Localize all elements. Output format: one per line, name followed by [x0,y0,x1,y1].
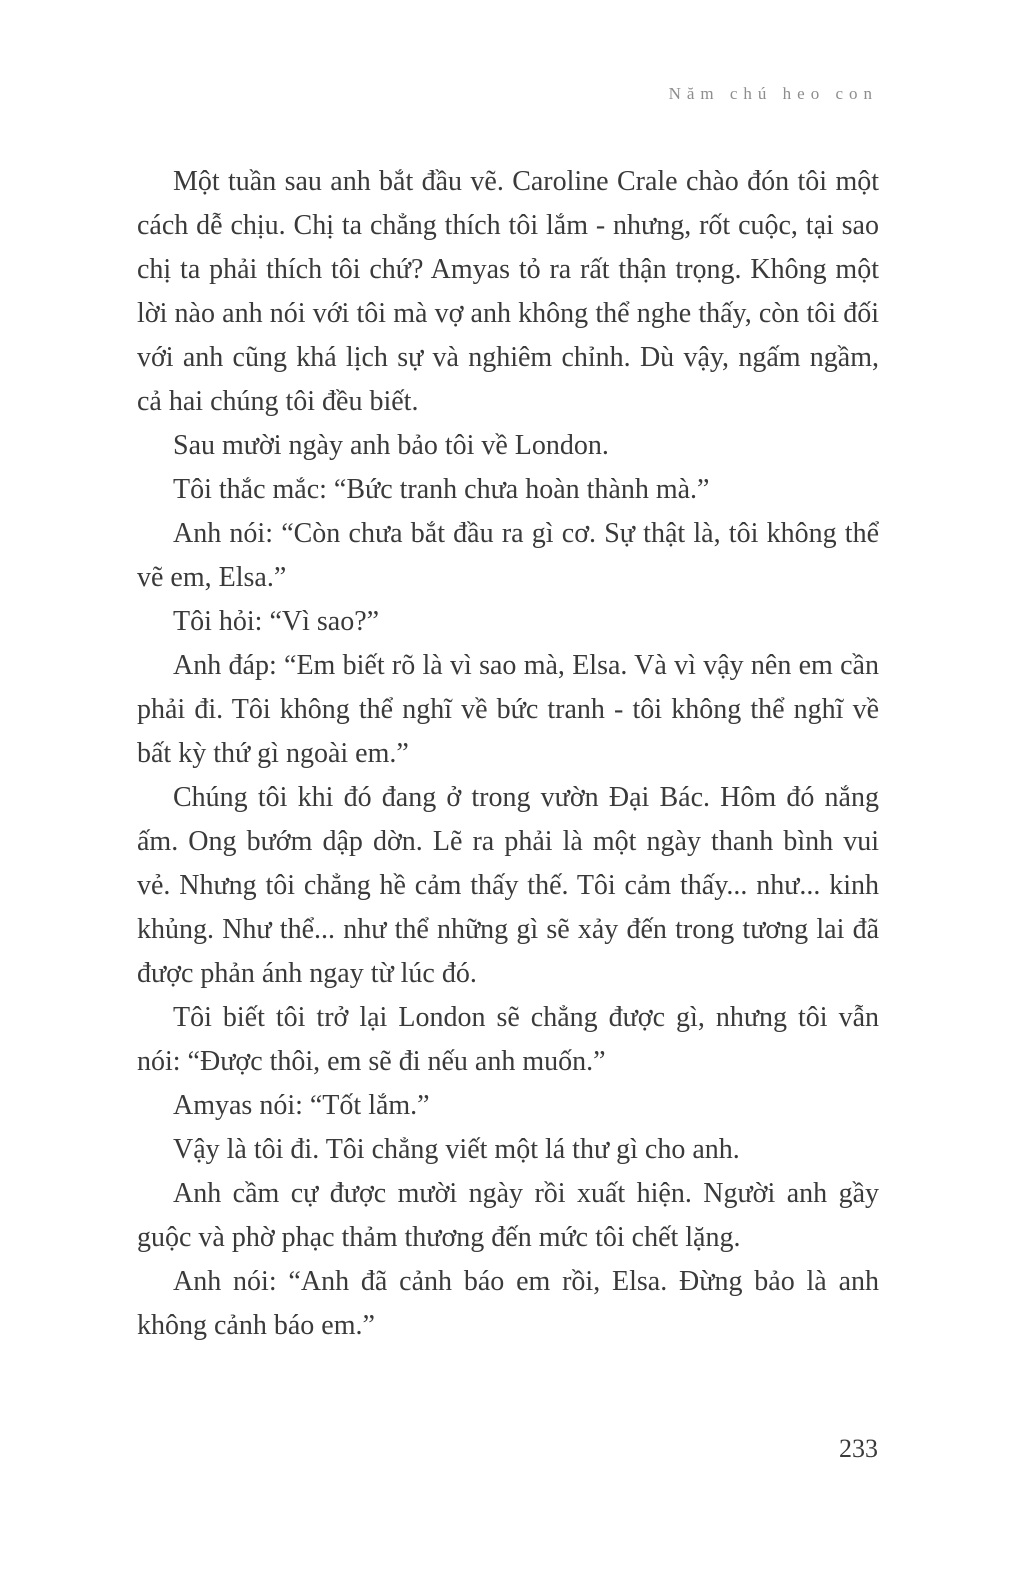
page-body-text [137,160,879,1348]
body-paragraph: Amyas nói: “Tốt lắm.” [173,1090,430,1121]
body-paragraph: Chúng tôi khi đó đang ở trong vườn Đại Bác. Hôm đó nắng ấm. Ong bướm dập dờn. Lẽ ra phải là một ngày thanh bình vui vẻ. Nhưng tôi chẳng hề cảm thấy thế. Tôi cảm thấy... như... kinh khủng. Như thể... như thể những gì sẽ xảy đến trong tương lai đã được phản ánh ngay từ lúc đó. [137,782,879,989]
body-paragraph: Anh nói: “Còn chưa bắt đầu ra gì cơ. Sự thật là, tôi không thể vẽ em, Elsa.” [137,518,879,593]
body-paragraph: Tôi thắc mắc: “Bức tranh chưa hoàn thành mà.” [173,474,710,505]
body-paragraph: Tôi biết tôi trở lại London sẽ chẳng được gì, nhưng tôi vẫn nói: “Được thôi, em sẽ đi nếu anh muốn.” [137,1002,879,1077]
body-paragraph: Vậy là tôi đi. Tôi chẳng viết một lá thư gì cho anh. [173,1134,740,1165]
body-paragraph: Anh cầm cự được mười ngày rồi xuất hiện. Người anh gầy guộc và phờ phạc thảm thương đến mức tôi chết lặng. [137,1178,879,1253]
running-header: Năm chú heo con [668,84,878,103]
body-paragraph: Tôi hỏi: “Vì sao?” [173,606,380,637]
body-paragraph: Anh nói: “Anh đã cảnh báo em rồi, Elsa. Đừng bảo là anh không cảnh báo em.” [137,1266,879,1341]
body-paragraph: Sau mười ngày anh bảo tôi về London. [173,430,609,461]
body-paragraph: Một tuần sau anh bắt đầu vẽ. Caroline Crale chào đón tôi một cách dễ chịu. Chị ta chẳng thích tôi lắm - nhưng, rốt cuộc, tại sao chị ta phải thích tôi chứ? Amyas tỏ ra rất thận trọng. Không một lời nào anh nói với tôi mà vợ anh không thể nghe thấy, còn tôi đối với anh cũng khá lịch sự và nghiêm chỉnh. Dù vậy, ngấm ngầm, cả hai chúng tôi đều biết. [137,166,879,417]
page-number: 233 [839,1434,878,1463]
body-paragraph: Anh đáp: “Em biết rõ là vì sao mà, Elsa. Và vì vậy nên em cần phải đi. Tôi không thể nghĩ về bức tranh - tôi không thể nghĩ về bất kỳ thứ gì ngoài em.” [137,650,879,769]
